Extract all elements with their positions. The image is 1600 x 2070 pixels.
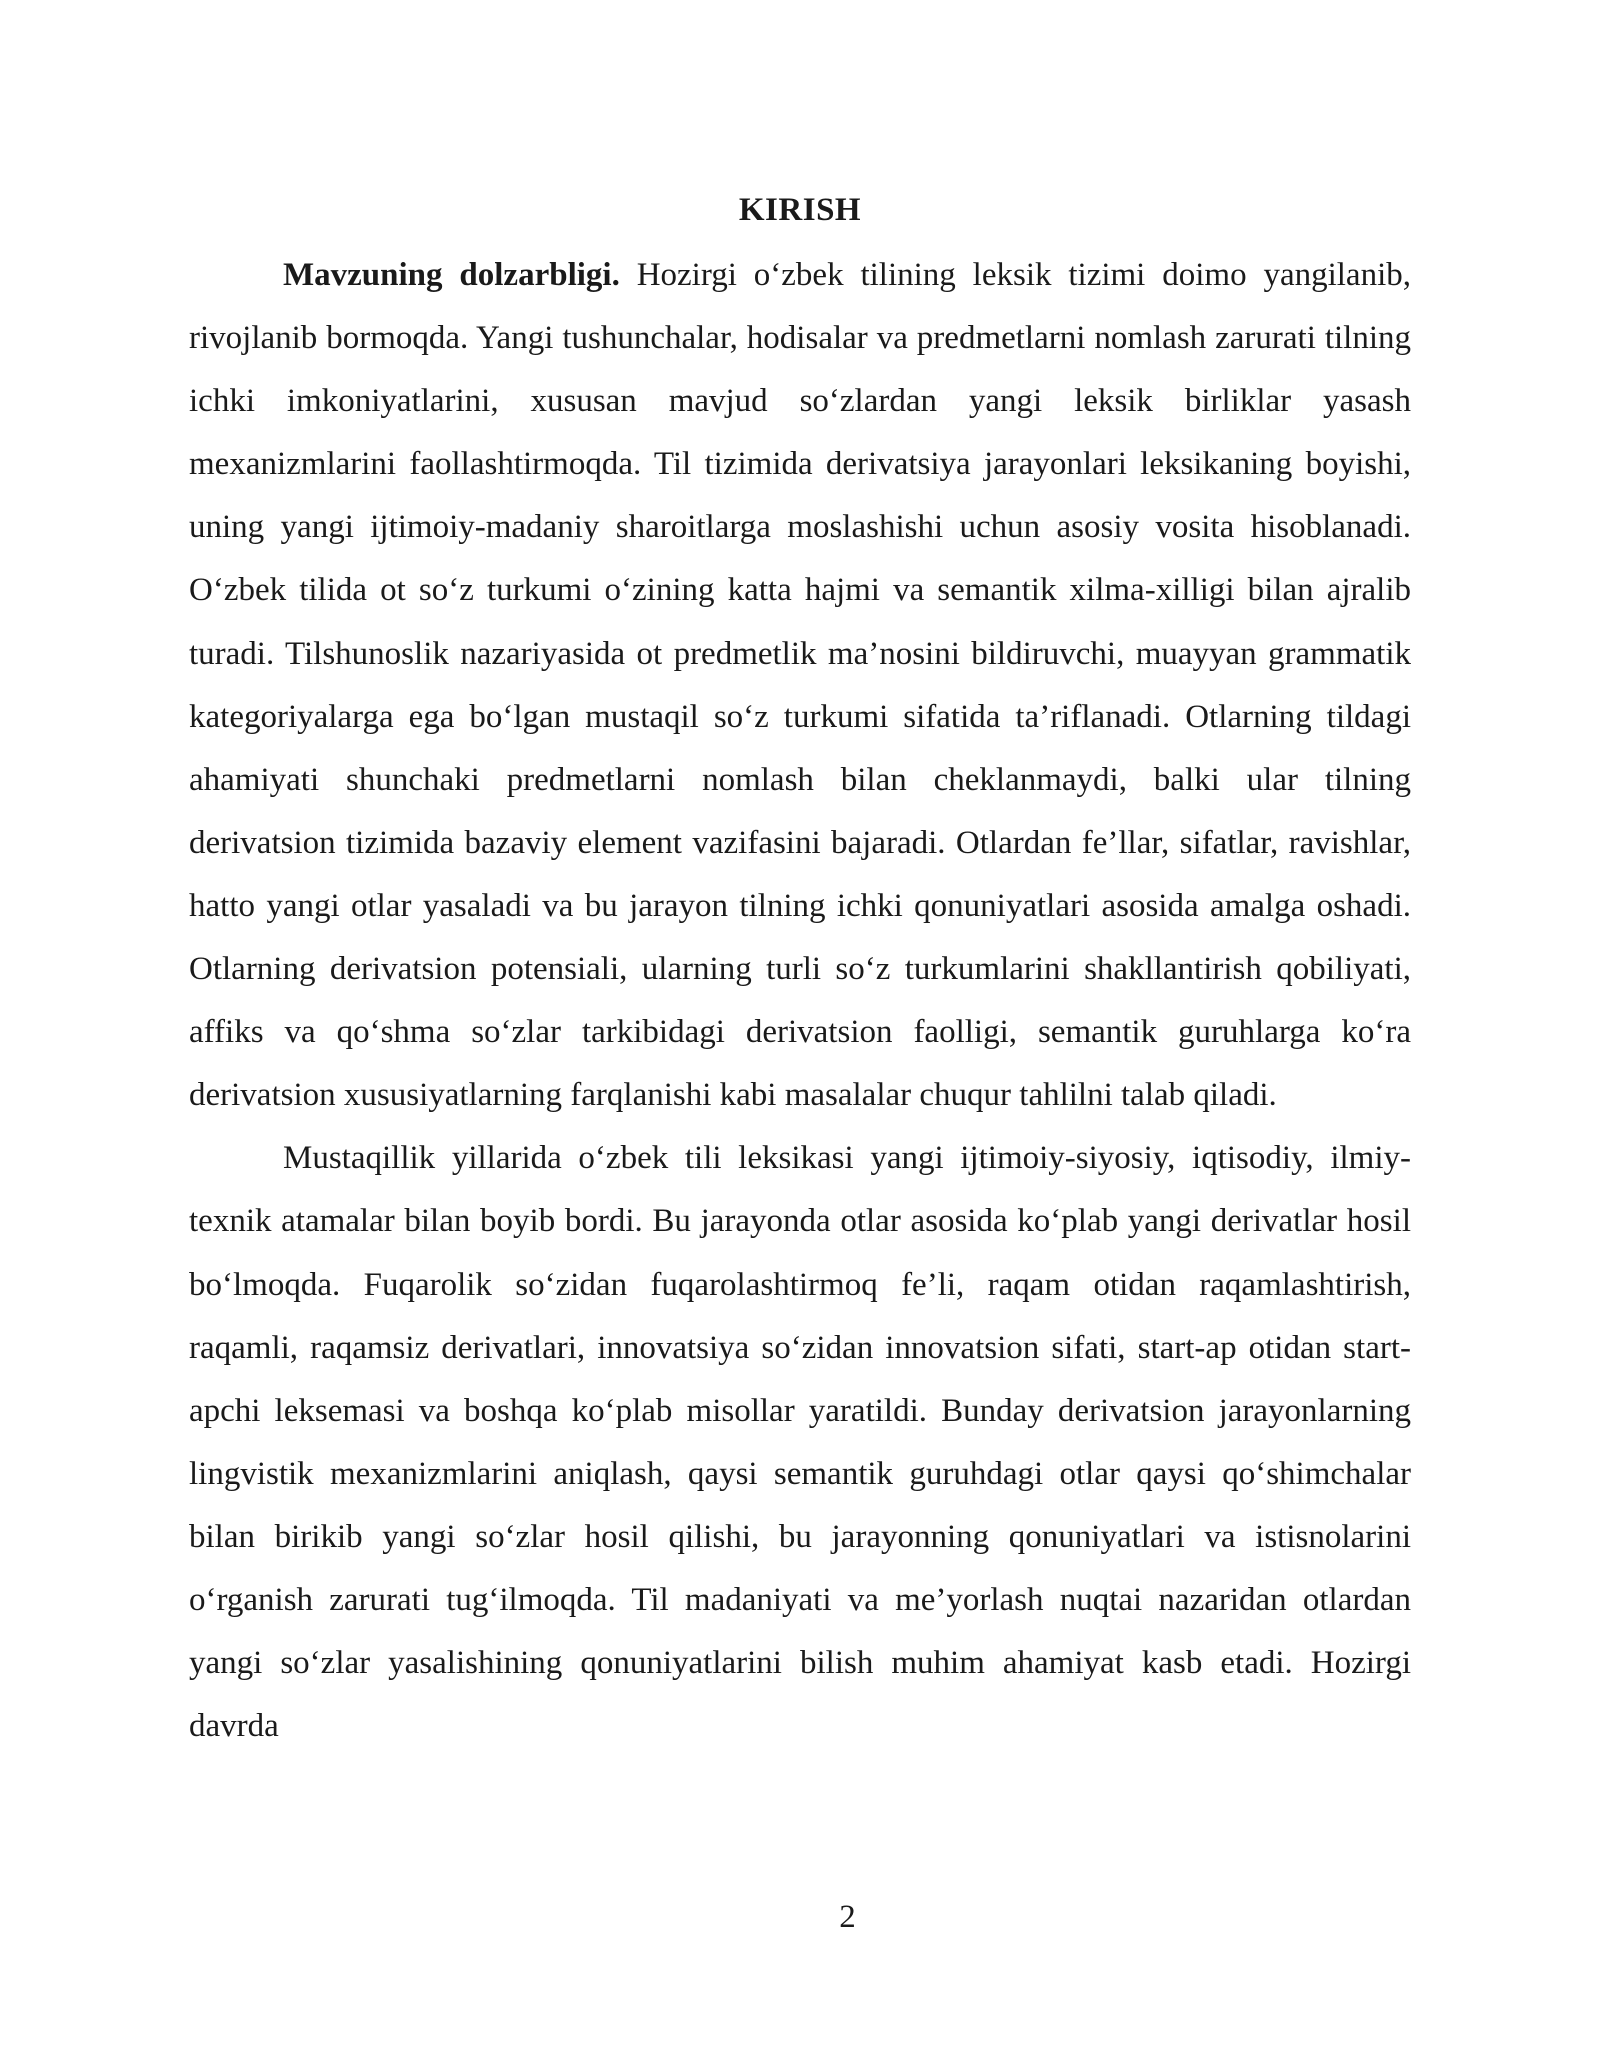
- paragraph-text: Mustaqillik yillarida o‘zbek tili leksikasi yangi ijtimoiy-siyosiy, iqtisodiy, ilmiy-texnik atamalar bilan boyib bordi. Bu jarayonda otlar asosida ko‘plab yangi derivatlar hosil bo‘lmoqda. Fuqarolik so‘zidan fuqarolashtirmoq fe’li, raqam otidan raqamlashtirish, raqamli, raqamsiz derivatlari, innovatsiya so‘zidan innovatsion sifati, start-ap otidan start-apchi leksemasi va boshqa ko‘plab misollar yaratildi. Bunday derivatsion jarayonlarning lingvistik mexanizmlarini aniqlash, qaysi semantik guruhdagi otlar qaysi qo‘shimchalar bilan birikib yangi so‘zlar hosil qilishi, bu jarayonning qonuniyatlari va istisnolarini o‘rganish zarurati tug‘ilmoqda. Til madaniyati va me’yorlash nuqtai nazaridan otlardan yangi so‘zlar yasalishining qonuniyatlarini bilish muhim ahamiyat kasb etadi. Hozirgi davrda: [189, 1140, 1411, 1745]
- section-heading: KIRISH: [738, 192, 862, 228]
- paragraph-lead: Mavzuning dolzarbligi.: [283, 257, 620, 293]
- body-text: [189, 244, 1411, 1758]
- paragraph-text: Hozirgi o‘zbek tilining leksik tizimi doimo yangilanib, rivojlanib bormoqda. Yangi tushunchalar, hodisalar va predmetlarni nomlash zarurati tilning ichki imkoniyatlarini, xususan mavjud so‘zlardan yangi leksik birliklar yasash mexanizmlarini faollashtirmoqda. Til tizimida derivatsiya jarayonlari leksikaning boyishi, uning yangi ijtimoiy-madaniy sharoitlarga moslashishi uchun asosiy vosita hisoblanadi. O‘zbek tilida ot so‘z turkumi o‘zining katta hajmi va semantik xilma-xilligi bilan ajralib turadi. Tilshunoslik nazariyasida ot predmetlik ma’nosini bildiruvchi, muayyan grammatik kategoriyalarga ega bo‘lgan mustaqil so‘z turkumi sifatida ta’riflanadi. Otlarning tildagi ahamiyati shunchaki predmetlarni nomlash bilan cheklanmaydi, balki ular tilning derivatsion tizimida bazaviy element vazifasini bajaradi. Otlardan fe’llar, sifatlar, ravishlar, hatto yangi otlar yasaladi va bu jarayon tilning ichki qonuniyatlari asosida amalga oshadi. Otlarning derivatsion potensiali, ularning turli so‘z turkumlarini shakllantirish qobiliyati, affiks va qo‘shma so‘zlar tarkibidagi derivatsion faolligi, semantik guruhlarga ko‘ra derivatsion xususiyatlarning farqlanishi kabi masalalar chuqur tahlilni talab qiladi.: [189, 257, 1411, 1114]
- page-number: 2: [839, 1899, 856, 1935]
- paragraph-relevance: [189, 244, 1411, 1127]
- paragraph-independence: [189, 1127, 1411, 1758]
